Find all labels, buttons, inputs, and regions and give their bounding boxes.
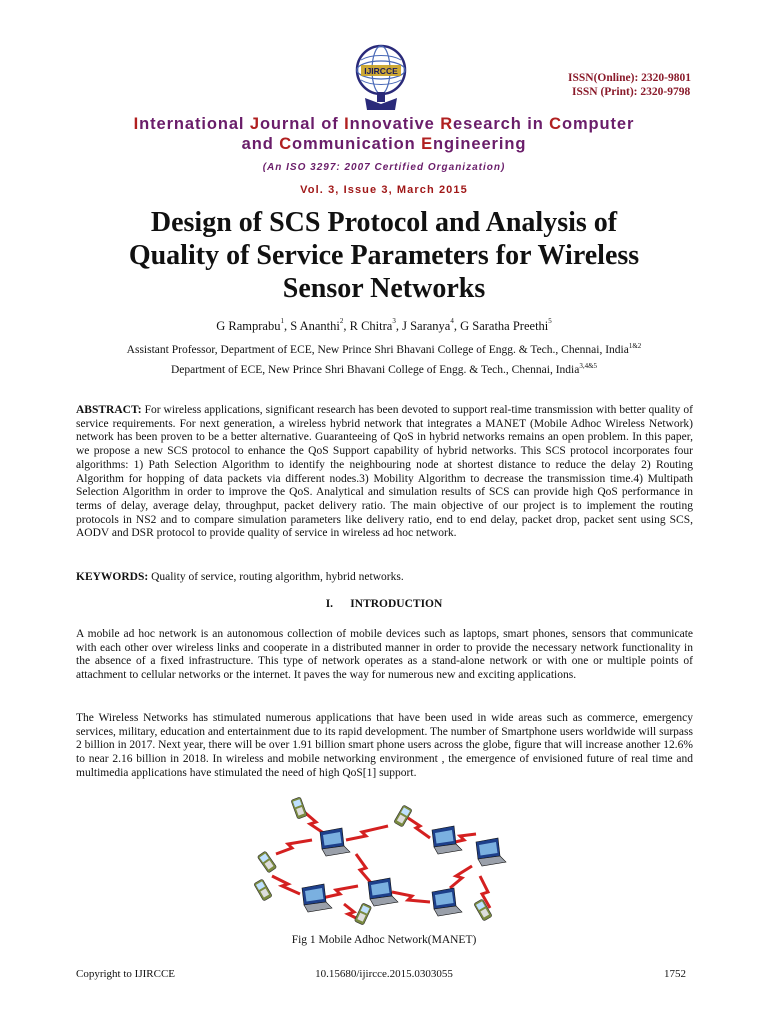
figure-caption: Fig 1 Mobile Adhoc Network(MANET) [291,934,477,946]
author-sup: 5 [548,317,552,325]
journal-logo [335,40,427,118]
author-sup: 3 [392,317,396,325]
keywords-text: Quality of service, routing algorithm, hybrid networks. [148,571,404,583]
logo-text: IJIRCCE [364,66,398,76]
paper-title-line3: Sensor Networks [282,273,486,304]
abstract-text: For wireless applications, significant research has been devoted to support real-time transmission with better quality of service requirements. For next generation, a wireless hybrid network that integrates a MANET (Mobile Adhoc Wireless Network) network has been proven to be a better alternative. Guaranteeing of QoS in hybrid networks remains an open problem. In this paper, we propose a new SCS protocol to enhance the QoS Support capability of hybrid networks. This SCS protocol incorporates four algorithms: 1) Path Selection Algorithm to identify the neighbouring node at shortest distance to reduce the delay 2) Routing Algorithm for hopping of data packets via different nodes.3) Mobility Algorithm to decrease the transmission time.4) Multipath Selection Algorithm in order to improve the QoS. Analytical and simulation results of SCS can provide high QoS performance in terms of delay, average delay, throughput, packet delivery ratio. The main objective of our project is to implement the routing protocols in NS2 and to compare simulation parameters like delivery ratio, end to end delay, packet drop, packet sent using SCS, AODV and DSR protocol to provide quality of service in wireless ad hoc network. [76,404,693,540]
author-sup: 1 [280,317,284,325]
paper-title-line1: Design of SCS Protocol and Analysis of [150,207,618,238]
volume-issue: Vol. 3, Issue 3, March 2015 [300,184,468,196]
page-number: 1752 [664,968,686,980]
author-name: J Saranya [402,319,451,333]
intro-paragraph-1: A mobile ad hoc network is an autonomous collection of mobile devices such as laptops, smart phones, sensors that communicate with each other over wireless links and cooperate in a distributed manner in order to provide the necessary network functionality in the absence of a fixed infrastructure. This type of network operates as a stand-alone network or with one or multiple points of attachment to cellular networks or the internet. It paves the way for numerous new and exciting applications. [76,628,693,682]
section-heading-introduction: I. INTRODUCTION [325,598,443,610]
issn-print: ISSN (Print): 2320-9798 [572,86,691,98]
footer-doi: 10.15680/ijircce.2015.0303055 [315,968,453,980]
author-name: G Ramprabu [216,319,281,333]
author-name: S Ananthi [290,319,340,333]
paper-title [60,206,708,305]
author-list: G Ramprabu$^1$, S Ananthi$^2$, R Chitra$^3$, J Saranya$^4$, G Saratha Preethi$^5$ [216,317,552,333]
journal-name-line1: International Journal of Innovative Research in Computer [133,115,635,133]
author-sup: 4 [450,317,454,325]
abstract-label: ABSTRACT: [76,404,142,416]
journal-name [0,114,768,154]
intro-paragraph-2: The Wireless Networks has stimulated numerous applications that have been used in wide areas such as commerce, emergency services, military, education and entertainment due to its rapid development. The number of Smartphone users worldwide will surpass 2 billion in 2017. Next year, there will be over 1.91 billion smart phone users across the globe, figure that will increase another 12.6% to near 2.16 billion in 2018. In wireless and mobile networking environment , the emergence of envisioned future of real time and multimedia applications have stimulated the need of high QoS[1] support. [76,712,693,779]
author-sup: 2 [339,317,344,325]
author-name: G Saratha Preethi [460,319,549,333]
keywords-label: KEYWORDS: [76,571,149,583]
certification-note: (An ISO 3297: 2007 Certified Organization) [262,162,506,173]
abstract [76,404,693,541]
manet-figure [236,796,518,928]
paper-title-line2: Quality of Service Parameters for Wireless [128,240,640,271]
issn-online: ISSN(Online): 2320-9801 [568,72,691,84]
affiliation-2: Department of ECE, New Prince Shri Bhavani College of Engg. & Tech., Chennai, India$^{3,4\&5}$ [170,362,598,376]
journal-name-line2: and Communication Engineering [241,135,527,153]
affiliation-1: Assistant Professor, Department of ECE, New Prince Shri Bhavani College of Engg. & Tech., Chennai, India$^{1\&2}$ [126,342,642,356]
keywords [76,571,693,585]
author-name: R Chitra [349,319,393,333]
footer-copyright: Copyright to IJIRCCE [76,968,176,980]
